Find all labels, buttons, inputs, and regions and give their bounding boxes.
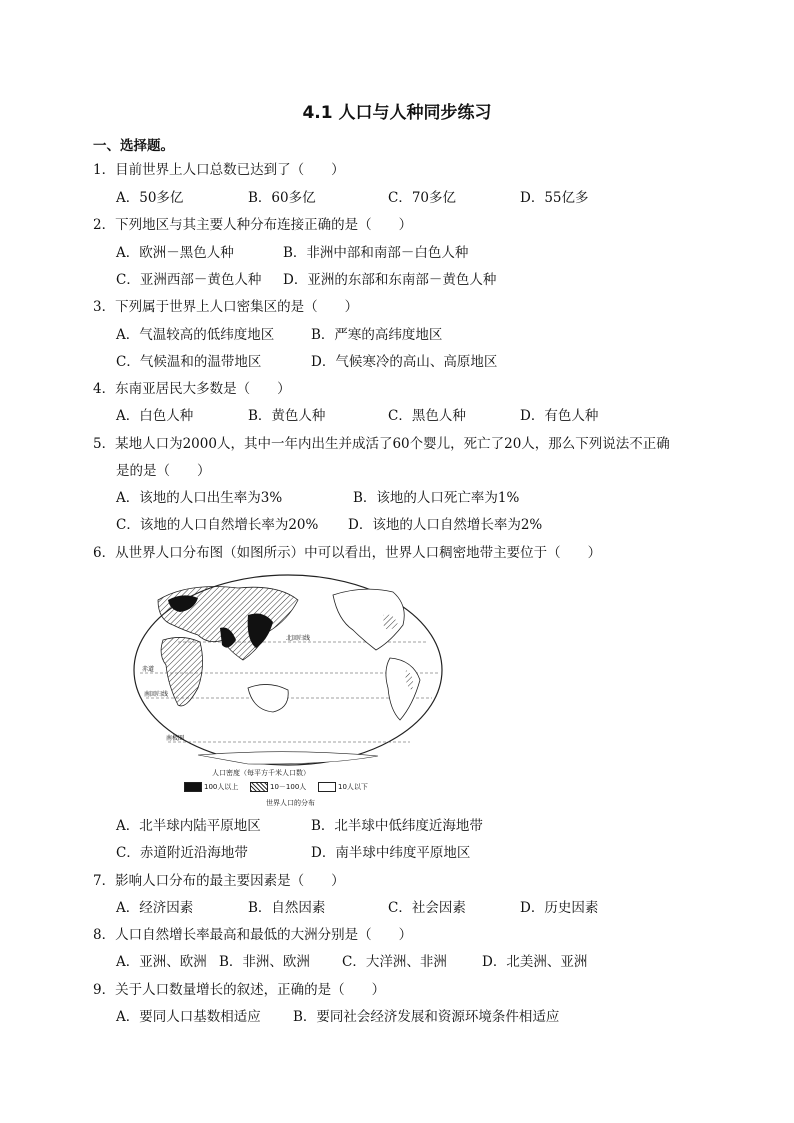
- q3-option-c[interactable]: C．气候温和的温带地区: [116, 354, 262, 370]
- equator-label: 赤道: [142, 666, 155, 673]
- q1-option-c[interactable]: C．70多亿: [388, 190, 457, 206]
- question-7-stem: 7．影响人口分布的最主要因素是（ ）: [93, 873, 345, 889]
- q8-option-d[interactable]: D．北美洲、亚洲: [482, 954, 588, 970]
- question-5-stem-cont: 是的是（ ）: [116, 463, 211, 479]
- legend-swatch-dense: [184, 782, 202, 792]
- q5-option-b[interactable]: B．该地的人口死亡率为1%: [353, 490, 520, 506]
- q8-option-b[interactable]: B．非洲、欧洲: [219, 954, 310, 970]
- q6-option-a[interactable]: A．北半球内陆平原地区: [116, 818, 261, 834]
- q5-option-c[interactable]: C．该地的人口自然增长率为20%: [116, 517, 319, 533]
- q8-option-a[interactable]: A．亚洲、欧洲: [116, 954, 207, 970]
- q3-option-b[interactable]: B．严寒的高纬度地区: [311, 327, 443, 343]
- question-3-stem: 3．下列属于世界上人口密集区的是（ ）: [93, 299, 359, 315]
- q8-option-c[interactable]: C．大洋洲、非洲: [342, 954, 447, 970]
- q2-option-b[interactable]: B．非洲中部和南部－白色人种: [283, 245, 469, 261]
- section-heading: 一、选择题。: [93, 138, 174, 154]
- world-population-map: [128, 570, 448, 810]
- q7-option-d[interactable]: D．历史因素: [520, 900, 599, 916]
- question-8-stem: 8．人口自然增长率最高和最低的大洲分别是（ ）: [93, 927, 413, 943]
- q7-option-a[interactable]: A．经济因素: [116, 900, 194, 916]
- q2-option-c[interactable]: C．亚洲西部－黄色人种: [116, 272, 262, 288]
- q7-option-b[interactable]: B．自然因素: [248, 900, 326, 916]
- legend-label-sparse: 10人以下: [338, 783, 368, 791]
- q6-option-d[interactable]: D．南半球中纬度平原地区: [311, 845, 471, 861]
- page-title: 4.1 人口与人种同步练习: [302, 103, 492, 123]
- q4-option-a[interactable]: A．白色人种: [116, 408, 194, 424]
- q3-option-a[interactable]: A．气温较高的低纬度地区: [116, 327, 275, 343]
- q9-option-b[interactable]: B．要同社会经济发展和资源环境条件相适应: [293, 1009, 560, 1025]
- q3-option-d[interactable]: D．气候寒冷的高山、高原地区: [311, 354, 498, 370]
- q5-option-a[interactable]: A．该地的人口出生率为3%: [116, 490, 283, 506]
- map-caption: 世界人口的分布: [266, 799, 315, 807]
- q7-option-c[interactable]: C．社会因素: [388, 900, 466, 916]
- tropic-of-capricorn-label: 南回归线: [144, 691, 169, 698]
- legend-label-dense: 100人以上: [204, 783, 239, 791]
- q4-option-b[interactable]: B．黄色人种: [248, 408, 326, 424]
- q6-option-b[interactable]: B．北半球中低纬度近海地带: [311, 818, 483, 834]
- legend-swatch-medium: [250, 782, 268, 792]
- q2-option-a[interactable]: A．欧洲－黑色人种: [116, 245, 234, 261]
- q1-option-d[interactable]: D．55亿多: [520, 190, 589, 206]
- q4-option-c[interactable]: C．黑色人种: [388, 408, 466, 424]
- question-5-stem: 5．某地人口为2000人，其中一年内出生并成活了60个婴儿，死亡了20人，那么下列说法不正确: [93, 436, 670, 452]
- question-9-stem: 9．关于人口数量增长的叙述，正确的是（ ）: [93, 982, 386, 998]
- q1-option-a[interactable]: A．50多亿: [116, 190, 184, 206]
- question-1-stem: 1．目前世界上人口总数已达到了（ ）: [93, 162, 345, 178]
- tropic-of-cancer-label: 北回归线: [286, 635, 311, 642]
- q4-option-d[interactable]: D．有色人种: [520, 408, 599, 424]
- question-4-stem: 4．东南亚居民大多数是（ ）: [93, 381, 291, 397]
- q1-option-b[interactable]: B．60多亿: [248, 190, 316, 206]
- question-2-stem: 2．下列地区与其主要人种分布连接正确的是（ ）: [93, 217, 413, 233]
- q5-option-d[interactable]: D．该地的人口自然增长率为2%: [348, 517, 543, 533]
- map-legend-title: 人口密度（每平方千米人口数）: [212, 769, 310, 777]
- legend-swatch-sparse: [318, 782, 336, 792]
- antarctic-circle-label: 南极圈: [166, 735, 185, 742]
- q6-option-c[interactable]: C．赤道附近沿海地带: [116, 845, 248, 861]
- q9-option-a[interactable]: A．要同人口基数相适应: [116, 1009, 261, 1025]
- q2-option-d[interactable]: D．亚洲的东部和东南部－黄色人种: [283, 272, 497, 288]
- question-6-stem: 6．从世界人口分布图（如图所示）中可以看出，世界人口稠密地带主要位于（ ）: [93, 545, 602, 561]
- legend-label-medium: 10－100人: [270, 783, 307, 791]
